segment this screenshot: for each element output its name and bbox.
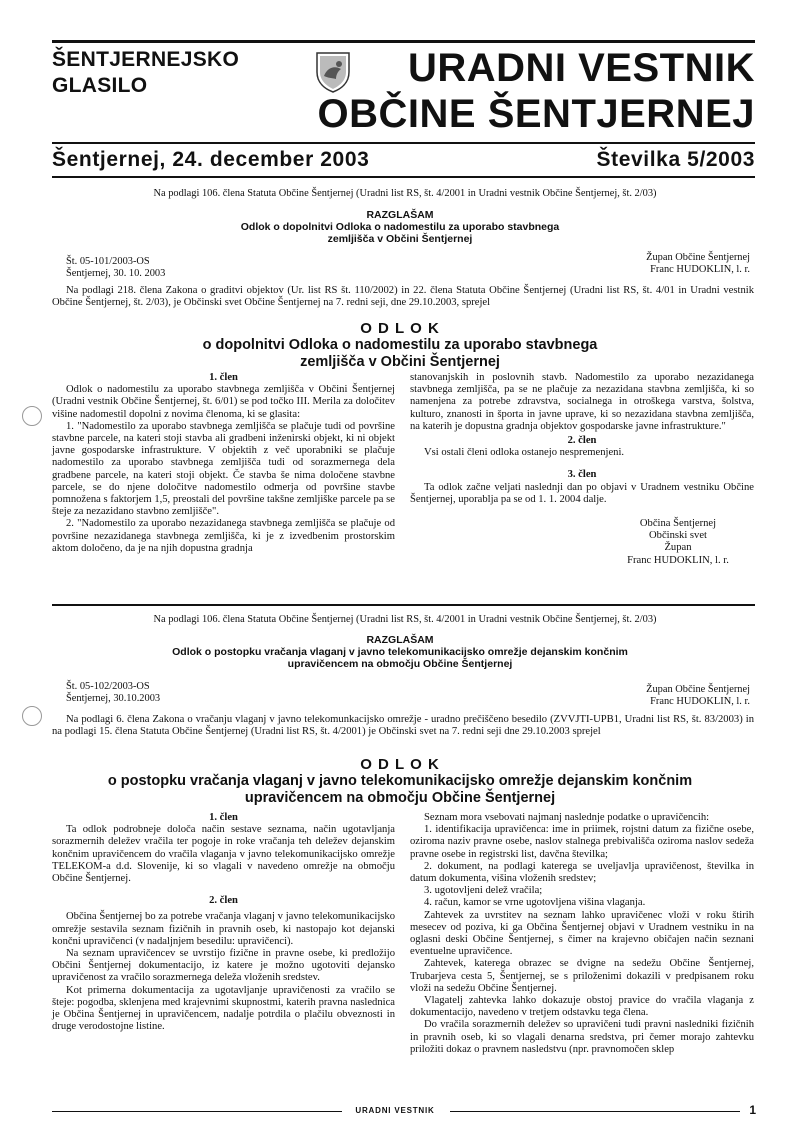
doc2-clen1: 1. člen [209,812,238,823]
footer-label: URADNI VESTNIK [355,1106,435,1115]
doc2-razglasam: RAZGLAŠAM [366,634,434,646]
doc2-mayor-title: Župan Občine Šentjernej [646,684,750,695]
doc1-clen1: 1. člen [209,372,238,383]
doc1-signature-block [410,518,754,567]
doc1-right-p1: stanovanjskih in poslovnih stavb. Nadomestilo za uporabo nezazidanega stavbnega zemljišča, pa se ne plačuje za nezazidana stavbna zemljišča, ki so namenjena za potrebe zdravstva, socialnega in otroškega varstva, šolstva, kulturo, znanosti in športa in javne uprave, ki so nezazidana stavbna zemljišča, na katerih je dopustna gradnja objektov gospodarske javne infrastrukture." [410,372,754,432]
doc1-ref-no: Št. 05-101/2003-OS [66,256,150,267]
page-number: 1 [749,1103,756,1117]
doc1-preamble: Na podlagi 218. člena Zakona o graditvi objektov (Ur. list RS št. 110/2002) in 22. člena Statuta Občine Šentjernej (Uradni list RS, št. 4/01 in Uradni vestnik Občine Šentjernej, št. 2/03), je Občinski svet Občine Šentjernej na 7. redni seji, dne 29.10.2003, sprejel [52,285,754,309]
doc2-left-column [52,812,395,1033]
doc1-clen2: 2. člen [567,435,597,447]
doc2-right-column [410,812,754,1056]
doc1-odlok-heading: O D L O K [360,320,440,337]
doc1-right-p3: Ta odlok začne veljati naslednji dan po objavi v Uradnem vestniku Občine Šentjernej, uporablja pa se od 1. 1. 2004 dalje. [410,481,754,505]
doc1-left-p2: 1. "Nadomestilo za uporabo stavbnega zemljišča se plačuje tudi od površine stavbne parcele, na kateri stoji stavba ali gradbeni inženirski objekt, ki ni objekt javne gospodarske infrastrukture. V objektih z več uporabniki se plačuje nadomestilo za uporabo stavbnega zemljišča tudi od sorazmernega dela gradbene parcele, na kateri stoji objekt. Če stavba še nima določene stavbne parcele, se do njene določitve nadomestilo odmerja od površine stavbe pomnožena s faktorjem 1,5, preostali del površine takšne zemljiške parcele pa se šteje za nezazidano stavbno zemljišče". [52,420,395,518]
doc-separator-rule [52,604,755,606]
doc2-left-p3: Na seznam upravičencev se uvrstijo fizične in pravne osebe, ki predložijo Občini Šentjernej dokumentacijo, iz katere je možno ugotoviti dejansko upravičenost za vračilo sorazmernega deleža vloženih sredstev. [52,948,395,984]
doc2-odlok-title-line1: o postopku vračanja vlaganj v javno telekomunikacijsko omrežje dejanskim končnim [107,773,693,789]
doc1-clen3: 3. člen [567,469,597,481]
doc2-right-item4: 4. račun, kamor se vrne ugotovljena višina vlaganja. [424,897,646,909]
doc2-left-p2: Občina Šentjernej bo za potrebe vračanja vlaganj v javno telekomunikacijsko omrežje sestavila seznam fizičnih in pravnih oseb, ki nastopajo kot dejanski končni upravičenci (v nadaljnjem besedilu: upravičenci). [52,911,395,947]
doc1-sig4: Franc HUDOKLIN, l. r. [627,554,729,566]
doc2-right-p1: Seznam mora vsebovati najmanj naslednje podatke o upravičencih: [424,812,710,823]
doc1-mayor-title: Župan Občine Šentjernej [646,252,750,263]
doc2-clen2: 2. člen [209,895,238,907]
doc2-right-item2: 2. dokument, na podlagi katerega se uveljavlja upravičenost, številka in datum dokumenta, višina vloženih sredstev; [410,860,754,885]
issue-number: Številka 5/2003 [596,148,755,171]
masthead-top-rule [52,40,755,43]
doc1-left-p3: 2. "Nadomestilo za uporabo nezazidanega stavbnega zemljišča se plačuje od površine nezazidanega stavbnega zemljišča, ki je z izvedbenim prostorskim aktom določeno, da je na njih dopustna gradnja [52,518,395,554]
doc2-right-item1: 1. identifikacija upravičenca: ime in priimek, rojstni datum za fizične osebe, oziroma naziv pravne osebe, naslov stalnega prebivališča oziroma naslov sedeža pravne osebe in registrski list, davčna številka; [410,824,754,860]
doc2-ref-date: Šentjernej, 30.10.2003 [66,693,161,704]
doc2-preamble: Na podlagi 6. člena Zakona o vračanju vlaganj v javno telekomunkacijsko omrežje - uradno prečiščeno besedilo (ZVVJTI-UPB1, Uradni list RS, št. 83/2003) in na podlagi 15. člena Statuta Občine Šentjernej (Uradni list RS, št. 4/2001) je Občinski svet na 7. redni seji dne 29.10.2003 sprejel [52,714,754,738]
doc1-left-p1: Odlok o nadomestilu za uporabo stavbnega zemljišča v Občini Šentjernej (Uradni vestnik Občine Šentjernej, št. 6/01) se pod točko III. Merila za določitev višine nadomestil dopolni z novima členoma, ki se glasita: [52,384,395,420]
masthead-title-line2: OBČINE ŠENTJERNEJ [317,92,755,136]
punch-hole-bottom [22,706,42,726]
doc1-odlok-title-line1: o dopolnitvi Odloka o nadomestilu za uporabo stavbnega [202,337,598,353]
doc2-ref-no: Št. 05-102/2003-OS [66,681,150,692]
doc1-razglasam: RAZGLAŠAM [366,209,434,221]
issue-date: Šentjernej, 24. december 2003 [52,148,370,171]
footer-rule-right [450,1111,740,1112]
doc1-subject-line1: Odlok o dopolnitvi Odloka o nadomestilu za uporabo stavbnega [240,221,560,233]
masthead-left-line1: ŠENTJERNEJSKO [52,48,240,71]
doc2-right-p5: Do vračila sorazmernih deležev so upravičeni tudi pravni nasledniki fizičnih in pravnih oseb, ki so vlagali denarna sredstva, pri čemer morajo zahtevku priložiti dokaz o pravnem nasledstvu (npr. pravnomočen sklep [410,1019,754,1055]
doc1-mayor-name: Franc HUDOKLIN, l. r. [650,264,750,275]
doc1-odlok-title-line2: zemljišča v Občini Šentjernej [300,354,500,370]
masthead-left-line2: GLASILO [52,74,148,97]
doc2-odlok-title-line2: upravičencem na območju Občine Šentjernej [244,790,556,806]
doc2-left-p1: Ta odlok podrobneje določa način sestave seznama, način ugotavljanja sorazmernih deležev vračila ter pogoje in roke vračanja teh deležev dejanskim končnim upravičencem do vračila vlaganja v javno telekomunikacijsko omrežje TELEKOM-a d.d. Slovenije, ki so vlagali v navedeno omrežje na območju Občine Šentjernej. [52,824,395,885]
doc2-subject-line2: upravičencem na območju Občine Šentjernej [287,658,513,670]
doc2-subject-line1: Odlok o postopku vračanja vlaganj v javno telekomunikacijsko omrežje dejanskim končnim [172,646,628,658]
masthead-mid-rule [52,142,755,144]
doc2-right-p2: Zahtevek za uvrstitev na seznam lahko upravičenec vloži v roku štirih mesecev od poziva, ki ga Občina Šentjernej objavi v Uradnem vestniku in na oglasni deski Občine Šentjernej, s čimer na krajevno običajen način seznani eventuelne upravičence. [410,909,754,958]
doc1-right-column [410,372,754,567]
doc2-right-p3: Zahtevek, katerega obrazec se dvigne na sedežu Občine Šentjernej, Trubarjeva cesta 5, Šentjernej, se s priloženimi dokazili v predpisanem roku vloži na sedežu Občine Šentjernej. [410,958,754,994]
doc1-sig1: Občina Šentjernej [639,518,717,530]
doc1-basis: Na podlagi 106. člena Statuta Občine Šentjernej (Uradni list RS, št. 4/2001 in Uradni vestnik Občine Šentjernej, št. 2/03) [153,188,657,199]
crest-icon [314,50,352,94]
doc1-ref-date: Šentjernej, 30. 10. 2003 [66,268,166,279]
doc1-sig3: Župan [664,542,692,554]
doc2-odlok-heading: O D L O K [360,756,440,773]
punch-hole-top [22,406,42,426]
doc2-basis: Na podlagi 106. člena Statuta Občine Šentjernej (Uradni list RS, št. 4/2001 in Uradni vestnik Občine Šentjernej, št. 2/03) [153,614,657,625]
masthead-title-line1: URADNI VESTNIK [407,46,755,90]
doc2-left-p4: Kot primerna dokumentacija za ugotavljanje upravičenosti za vračilo se šteje: pogodba, sklenjena med krajevnimi skupnostmi, katerih pravna naslednica je Občina Šentjernej in upravičencem, nadalje potrdila o plačilu obveznosti in druge verodostojne listine. [52,984,395,1033]
doc2-mayor-name: Franc HUDOKLIN, l. r. [650,696,750,707]
footer-rule-left [52,1111,342,1112]
masthead-bottom-rule [52,176,755,178]
doc1-right-p2: Vsi ostali členi odloka ostanejo nespremenjeni. [424,447,625,459]
doc2-right-p4: Vlagatelj zahtevka lahko dokazuje obstoj pravice do vračila vlaganja z dokumentacijo, navedeno v tretjem odstavku tega člena. [410,995,754,1019]
doc1-sig2: Občinski svet [649,530,707,542]
doc1-left-column [52,372,395,555]
doc2-right-item3: 3. ugotovljeni delež vračila; [424,885,543,897]
doc1-subject-line2: zemljišča v Občini Šentjernej [327,233,473,245]
